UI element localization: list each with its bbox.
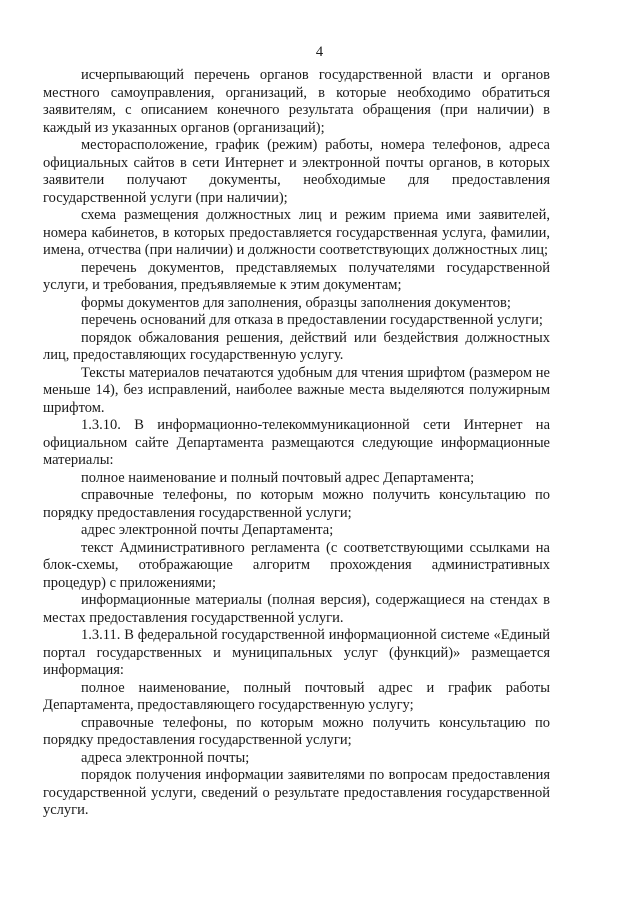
paragraph: текст Административного регламента (с соответствующими ссылками на блок-схемы, отображающие алгоритм прохождения административных процедур) с приложениями; <box>43 539 550 591</box>
paragraph: перечень оснований для отказа в предоставлении государственной услуги; <box>81 312 543 328</box>
paragraph: справочные телефоны, по которым можно получить консультацию по порядку предоставления государственной услуги; <box>43 714 550 748</box>
page-number: 4 <box>315 44 324 60</box>
paragraph: месторасположение, график (режим) работы, номера телефонов, адреса официальных сайтов в сети Интернет и электронной почты органов, в которых заявители получают документы, необходимые для предоставления государственной услуги (при наличии); <box>43 137 550 206</box>
paragraph: адрес электронной почты Департамента; <box>81 522 334 538</box>
paragraph: адреса электронной почты; <box>81 749 250 766</box>
paragraph: перечень документов, представляемых получателями государственной услуги, и требования, предъявляемые к этим документам; <box>43 259 550 293</box>
paragraph: исчерпывающий перечень органов государственной власти и органов местного самоуправления, организаций, в которые необходимо обратиться заявителям, с описанием конечного результата обращения (при наличии) в каждый из указанных органов (организаций); <box>43 67 550 136</box>
document-body <box>43 67 550 820</box>
paragraph: полное наименование, полный почтовый адрес и график работы Департамента, предоставляющего государственную услугу; <box>43 679 550 713</box>
paragraph: справочные телефоны, по которым можно получить консультацию по порядку предоставления государственной услуги; <box>43 487 550 521</box>
paragraph: формы документов для заполнения, образцы заполнения документов; <box>81 294 511 311</box>
paragraph: полное наименование и полный почтовый адрес Департамента; <box>81 469 475 486</box>
paragraph: порядок получения информации заявителями по вопросам предоставления государственной услуги, сведений о результате предоставления государственной услуги. <box>43 767 550 818</box>
paragraph-section-1-3-10: 1.3.10. В информационно-телекоммуникационной сети Интернет на официальном сайте Департамента размещаются следующие информационные материалы: <box>43 417 550 468</box>
paragraph: схема размещения должностных лиц и режим приема ими заявителей, номера кабинетов, в которых предоставляется государственная услуга, фамилии, имена, отчества (при наличии) и должности соответствующих должностных лиц; <box>43 207 550 258</box>
paragraph: порядок обжалования решения, действий или бездействия должностных лиц, предоставляющих государственную услугу. <box>43 329 550 363</box>
paragraph: информационные материалы (полная версия), содержащиеся на стендах в местах предоставления государственной услуги. <box>43 592 550 626</box>
paragraph-section-1-3-11: 1.3.11. В федеральной государственной информационной системе «Единый портал государственных и муниципальных услуг (функций)» размещается информация: <box>43 627 550 678</box>
paragraph: Тексты материалов печатаются удобным для чтения шрифтом (размером не меньше 14), без исправлений, наиболее важные места выделяются полужирным шрифтом. <box>43 364 550 416</box>
